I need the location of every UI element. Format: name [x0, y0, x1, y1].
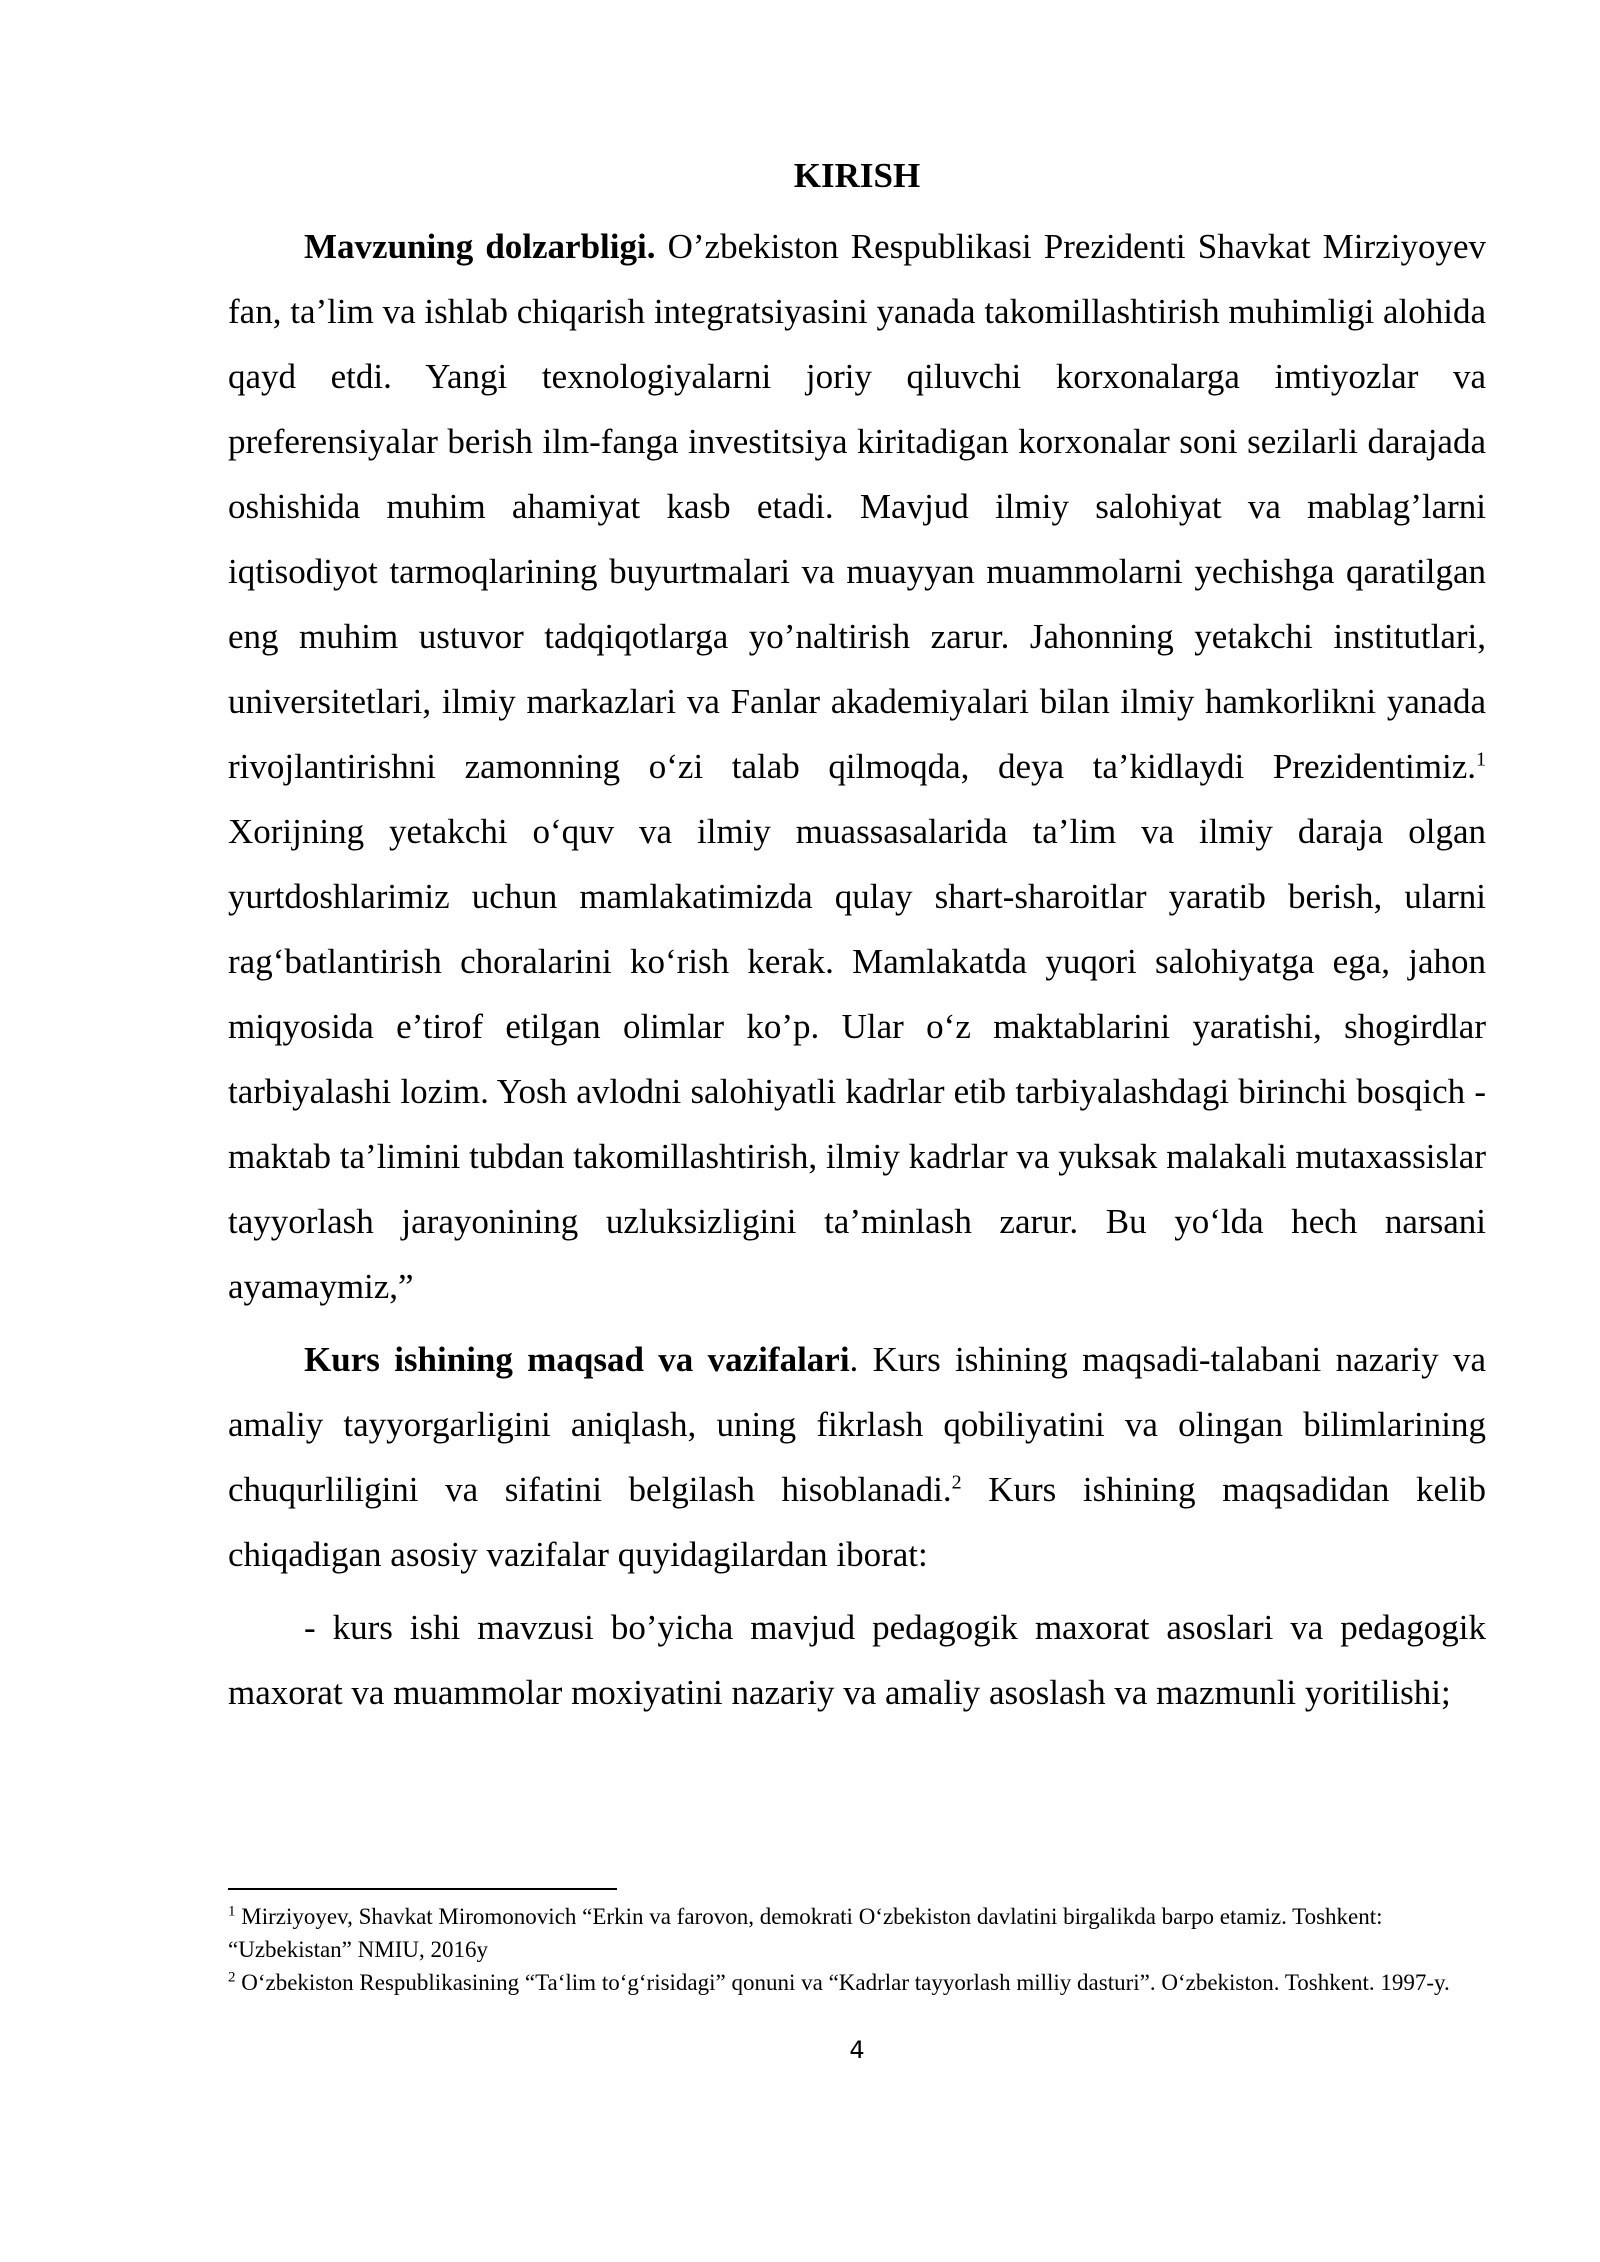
relevance-heading: Mavzuning dolzarbligi.	[304, 227, 656, 266]
paragraph-relevance	[228, 214, 1486, 1319]
footnote-reference-2[interactable]: 2	[951, 1471, 962, 1494]
footnote-1-number: 1	[228, 1903, 236, 1920]
footnote-2	[228, 1966, 1486, 1999]
footnote-separator	[228, 1888, 617, 1890]
footnote-1	[228, 1900, 1486, 1966]
paragraph-goals	[228, 1327, 1486, 1587]
goals-text-part1: . Kurs ishining maqsadi-talabani nazariy va amaliy tayyorgarligini aniqlash, uning fikrlash qobiliyatini va olingan bilimlarining chuqurliligini va sifatini belgilash hisoblanadi.	[228, 1340, 1486, 1509]
footnote-reference-1[interactable]: 1	[1476, 748, 1486, 771]
list-item: - kurs ishi mavzusi bo’yicha mavjud pedagogik maxorat asoslari va pedagogik maxorat va muammolar moxiyatini nazariy va amaliy asoslash va mazmunli yoritilishi;	[228, 1608, 1486, 1712]
document-body	[228, 148, 1486, 1725]
footnote-2-number: 2	[228, 1969, 236, 1986]
footnotes-section	[228, 1900, 1486, 1999]
footnote-2-text: O‘zbekiston Respublikasining “Ta‘lim to‘g‘risidagi” qonuni va “Kadrlar tayyorlash milliy dasturi”. O‘zbekiston. Toshkent. 1997-y.	[235, 1970, 1450, 1995]
page-number: 4	[849, 2036, 865, 2064]
document-title: KIRISH	[793, 156, 921, 195]
relevance-text-part1: O’zbekiston Respublikasi Prezidenti Shavkat Mirziyoyev fan, ta’lim va ishlab chiqarish integratsiyasini yanada takomillashtirish muhimligi alohida qayd etdi. Yangi texnologiyalarni joriy qiluvchi korxonalarga imtiyozlar va preferensiyalar berish ilm-fanga investitsiya kiritadigan korxonalar soni sezilarli darajada oshishida muhim ahamiyat kasb etadi. Mavjud ilmiy salohiyat va mablag’larni iqtisodiyot tarmoqlarining buyurtmalari va muayyan muammolarni yechishga qaratilgan eng muhim ustuvor tadqiqotlarga yo’naltirish zarur. Jahonning yetakchi institutlari, universitetlari, ilmiy markazlari va Fanlar akademiyalari bilan ilmiy hamkorlikni yanada rivojlantirishni zamonning o‘zi talab qilmoqda, deya ta’kidlaydi Prezidentimiz.	[228, 227, 1486, 786]
goals-text-part2: Kurs ishining maqsadidan kelib chiqadigan asosiy vazifalar quyidagilardan iborat:	[228, 1470, 1486, 1574]
goals-heading: Kurs ishining maqsad va vazifalari	[304, 1340, 850, 1379]
relevance-text-part2: Xorijning yetakchi o‘quv va ilmiy muassasalarida ta’lim va ilmiy daraja olgan yurtdoshlarimiz uchun mamlakatimizda qulay shart-sharoitlar yaratib berish, ularni rag‘batlantirish choralarini ko‘rish kerak. Mamlakatda yuqori salohiyatga ega, jahon miqyosida e’tirof etilgan olimlar ko’p. Ular o‘z maktablarini yaratishi, shogirdlar tarbiyalashi lozim. Yosh avlodni salohiyatli kadrlar etib tarbiyalashdagi birinchi bosqich - maktab ta’limini tubdan takomillashtirish, ilmiy kadrlar va yuksak malakali mutaxassislar tayyorlash jarayonining uzluksizligini ta’minlash zarur. Bu yo‘lda hech narsani ayamaymiz,”	[228, 812, 1486, 1306]
footnote-1-text: Mirziyoyev, Shavkat Miromonovich “Erkin va farovon, demokrati O‘zbekiston davlatini birgalikda barpo etamiz. Toshkent: “Uzbekistan” NMIU, 2016y	[228, 1904, 1383, 1962]
